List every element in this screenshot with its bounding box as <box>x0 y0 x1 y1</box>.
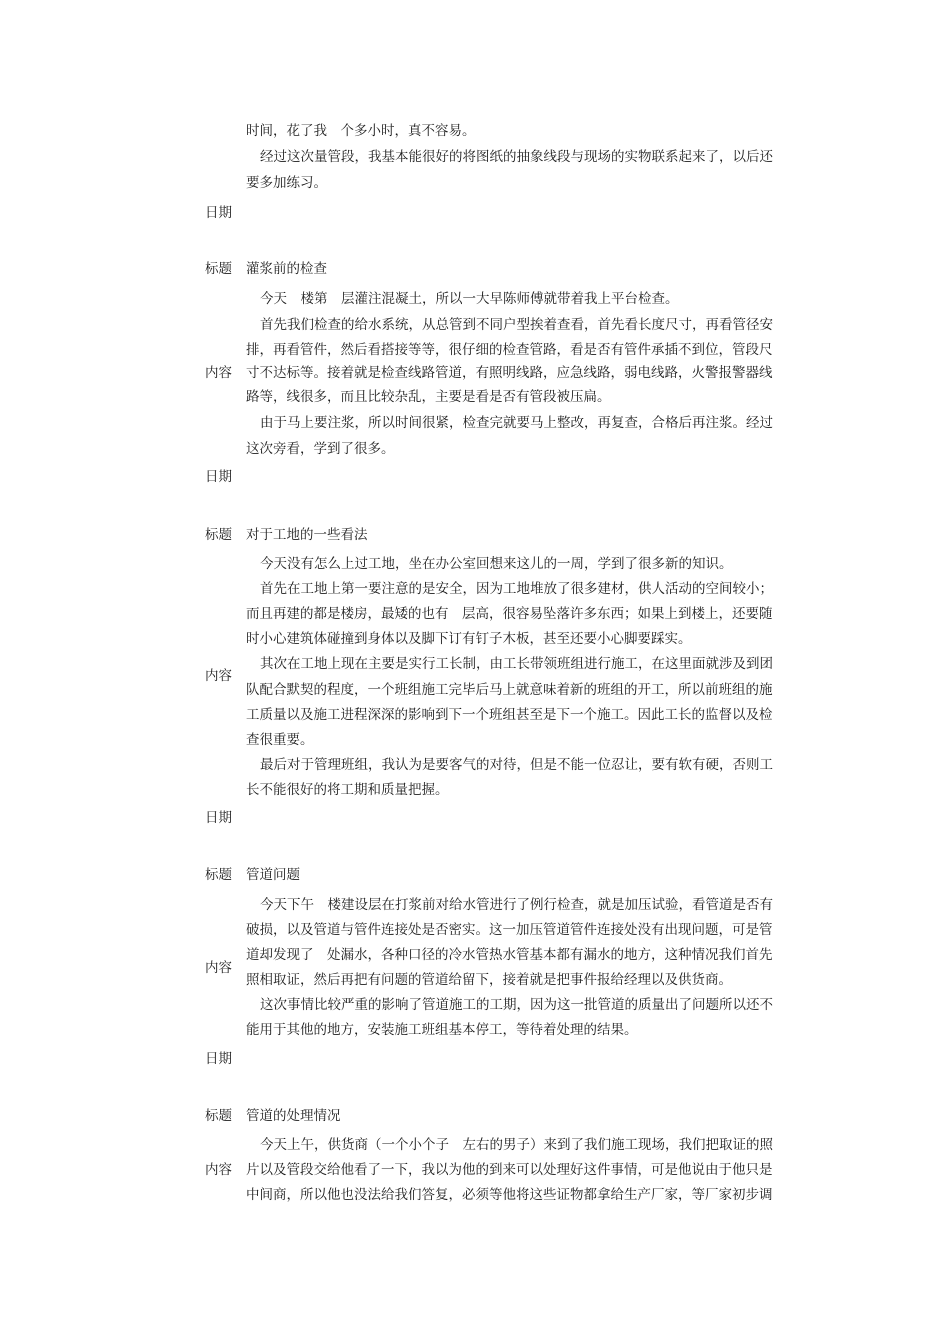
entry-title: 管道的处理情况 <box>246 1108 341 1124</box>
paragraph-line: 今天没有怎么上过工地，坐在办公室回想来这儿的一周，学到了很多新的知识。 <box>260 556 733 572</box>
paragraph-line: 而且再建的都是楼房，最矮的也有 层高，很容易坠落许多东西；如果上到楼上，还要随 <box>246 606 773 622</box>
paragraph-line: 今天 楼第 层灌注混凝土，所以一大早陈师傅就带着我上平台检查。 <box>260 291 679 307</box>
paragraph-line: 中间商，所以他也没法给我们答复，必须等他将这些证物都拿给生产厂家，等厂家初步调 <box>246 1187 773 1203</box>
title-label: 标题 <box>205 1108 232 1124</box>
paragraph-line: 首先在工地上第一要注意的是安全，因为工地堆放了很多建材，供人活动的空间较小； <box>260 581 773 597</box>
paragraph-line: 时小心建筑体碰撞到身体以及脚下订有钉子木板，甚至还要小心脚要踩实。 <box>246 631 692 647</box>
paragraph-line: 首先我们检查的给水系统，从总管到不同户型挨着查看，首先看长度尺寸，再看管径安 <box>260 317 773 333</box>
title-label: 标题 <box>205 261 232 277</box>
paragraph-line: 要多加练习。 <box>246 175 327 191</box>
content-label: 内容 <box>205 960 232 976</box>
paragraph-line: 片以及管段交给他看了一下，我以为他的到来可以处理好这件事情，可是他说由于他只是 <box>246 1162 773 1178</box>
paragraph-line: 寸不达标等。接着就是检查线路管道，有照明线路，应急线路，弱电线路，火警报警器线 <box>246 365 773 381</box>
paragraph-line: 今天下午 楼建设层在打浆前对给水管进行了例行检查，就是加压试验，看管道是否有 <box>260 897 773 913</box>
paragraph-line: 排，再看管件，然后看搭接等等，很仔细的检查管路，看是否有管件承插不到位，管段尺 <box>246 342 773 358</box>
content-label: 内容 <box>205 668 232 684</box>
paragraph-line: 工质量以及施工进程深深的影响到下一个班组甚至是下一个施工。因此工长的监督以及检 <box>246 707 773 723</box>
paragraph-line: 查很重要。 <box>246 732 314 748</box>
paragraph-line: 道却发现了 处漏水，各种口径的冷水管热水管基本都有漏水的地方，这种情况我们首先 <box>246 947 773 963</box>
paragraph-line: 长不能很好的将工期和质量把握。 <box>246 782 449 798</box>
paragraph-line: 队配合默契的程度，一个班组施工完毕后马上就意味着新的班组的开工，所以前班组的施 <box>246 682 773 698</box>
content-label: 内容 <box>205 365 232 381</box>
date-label: 日期 <box>205 1051 232 1067</box>
paragraph-line: 由于马上要注浆，所以时间很紧，检查完就要马上整改，再复查，合格后再注浆。经过 <box>260 415 773 431</box>
paragraph-line: 今天上午，供货商（一个小个子 左右的男子）来到了我们施工现场，我们把取证的照 <box>260 1137 773 1153</box>
entry-title: 管道问题 <box>246 867 300 883</box>
paragraph-line: 能用于其他的地方，安装施工班组基本停工，等待着处理的结果。 <box>246 1022 638 1038</box>
paragraph-line: 这次旁看，学到了很多。 <box>246 441 395 457</box>
content-label: 内容 <box>205 1162 232 1178</box>
paragraph-line: 路等，线很多，而且比较杂乱，主要是看是否有管段被压扁。 <box>246 389 611 405</box>
paragraph-line: 照相取证，然后再把有问题的管道给留下，接着就是把事件报给经理以及供货商。 <box>246 972 732 988</box>
entry-title: 灌浆前的检查 <box>246 261 327 277</box>
title-label: 标题 <box>205 527 232 543</box>
paragraph-line: 经过这次量管段，我基本能很好的将图纸的抽象线段与现场的实物联系起来了，以后还 <box>260 149 773 165</box>
date-label: 日期 <box>205 810 232 826</box>
title-label: 标题 <box>205 867 232 883</box>
paragraph-line: 破损，以及管道与管件连接处是否密实。这一加压管道管件连接处没有出现问题，可是管 <box>246 922 773 938</box>
paragraph-line: 时间，花了我 个多小时，真不容易。 <box>246 123 476 139</box>
date-label: 日期 <box>205 469 232 485</box>
entry-title: 对于工地的一些看法 <box>246 527 368 543</box>
paragraph-line: 其次在工地上现在主要是实行工长制，由工长带领班组进行施工，在这里面就涉及到团 <box>260 656 773 672</box>
paragraph-line: 最后对于管理班组，我认为是要客气的对待，但是不能一位忍让，要有软有硬，否则工 <box>260 757 773 773</box>
date-label: 日期 <box>205 205 232 221</box>
paragraph-line: 这次事情比较严重的影响了管道施工的工期，因为这一批管道的质量出了问题所以还不 <box>260 997 773 1013</box>
